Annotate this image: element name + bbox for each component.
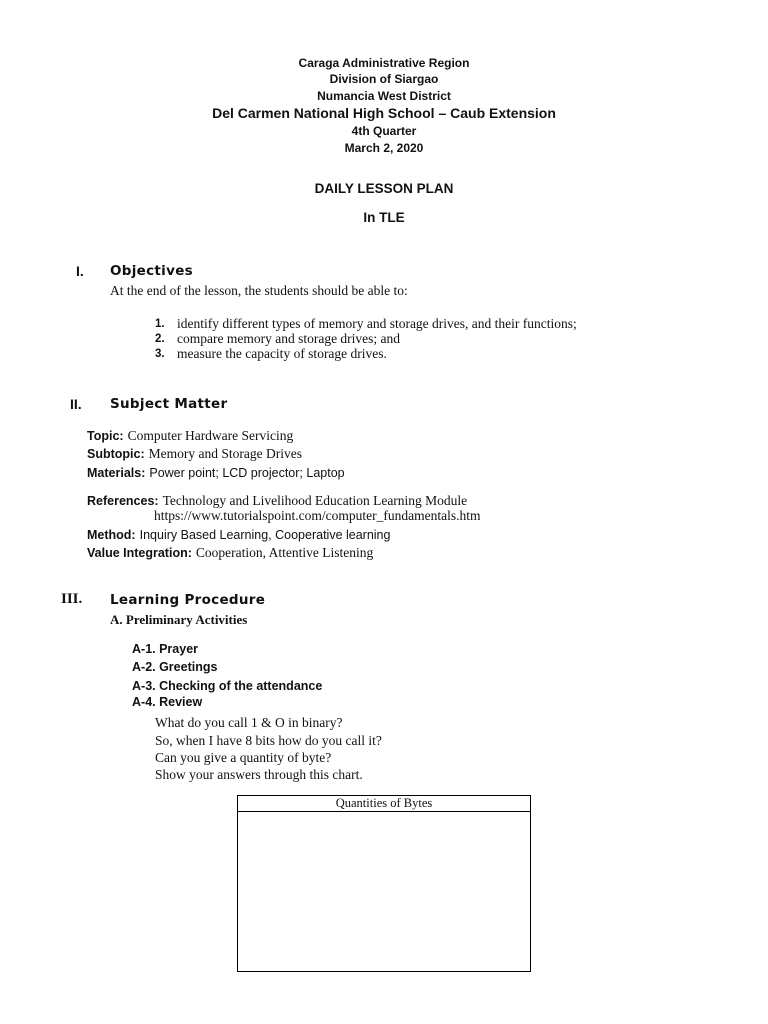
chart-answer-area — [238, 812, 530, 970]
section-heading-subject-matter: Subject Matter — [110, 396, 228, 412]
topic-value: Computer Hardware Servicing — [127, 428, 294, 443]
objectives-intro: At the end of the lesson, the students should be able to: — [110, 283, 408, 298]
document-subtitle: In TLE — [363, 210, 405, 225]
section-numeral-subject-matter: II. — [70, 396, 82, 412]
preliminary-activities-heading: A. Preliminary Activities — [110, 612, 248, 627]
chart-title: Quantities of Bytes — [238, 796, 530, 812]
bytes-answer-chart — [237, 795, 531, 972]
district-line: Numancia West District — [317, 89, 451, 103]
subtopic-value: Memory and Storage Drives — [148, 446, 302, 461]
materials-row — [87, 464, 345, 482]
objective-number: 2. — [155, 333, 165, 345]
references-value: Technology and Livelihood Education Learning Module — [162, 493, 468, 508]
review-question: Can you give a quantity of byte? — [155, 750, 332, 765]
method-row — [87, 526, 390, 544]
activity-prayer: A-1. Prayer — [132, 642, 199, 656]
objective-item: measure the capacity of storage drives. — [177, 346, 387, 361]
method-label: Method: — [87, 528, 136, 542]
method-value: Inquiry Based Learning, Cooperative learning — [139, 528, 391, 542]
date-line: March 2, 2020 — [344, 141, 424, 155]
section-heading-procedure: Learning Procedure — [110, 592, 266, 608]
subtopic-label: Subtopic: — [87, 447, 145, 461]
document-title: DAILY LESSON PLAN — [314, 181, 454, 196]
topic-row — [87, 427, 293, 445]
objective-number: 1. — [155, 318, 165, 330]
value-integration-row — [87, 544, 373, 562]
value-integration-label: Value Integration: — [87, 546, 192, 560]
section-heading-objectives: Objectives — [110, 263, 193, 279]
value-integration-value: Cooperation, Attentive Listening — [195, 545, 374, 560]
references-url: https://www.tutorialspoint.com/computer_fundamentals.htm — [154, 508, 481, 523]
activity-attendance: A-3. Checking of the attendance — [132, 679, 323, 693]
subtopic-row — [87, 445, 302, 463]
school-name: Del Carmen National High School – Caub Extension — [212, 105, 556, 121]
references-label: References: — [87, 494, 159, 508]
quarter-line: 4th Quarter — [351, 124, 417, 138]
review-question: So, when I have 8 bits how do you call it? — [155, 733, 382, 748]
division-line: Division of Siargao — [329, 72, 439, 86]
section-numeral-procedure: III. — [61, 591, 83, 607]
objective-item: compare memory and storage drives; and — [177, 331, 401, 346]
materials-label: Materials: — [87, 466, 146, 480]
activity-review: A-4. Review — [132, 695, 203, 709]
topic-label: Topic: — [87, 429, 124, 443]
objective-item: identify different types of memory and storage drives, and their functions; — [177, 316, 577, 331]
activity-greetings: A-2. Greetings — [132, 660, 218, 674]
review-instruction: Show your answers through this chart. — [155, 767, 363, 782]
region-line: Caraga Administrative Region — [298, 56, 470, 70]
section-numeral-objectives: I. — [76, 263, 84, 279]
materials-value: Power point; LCD projector; Laptop — [149, 466, 345, 480]
review-question: What do you call 1 & O in binary? — [155, 715, 343, 730]
objective-number: 3. — [155, 348, 165, 360]
